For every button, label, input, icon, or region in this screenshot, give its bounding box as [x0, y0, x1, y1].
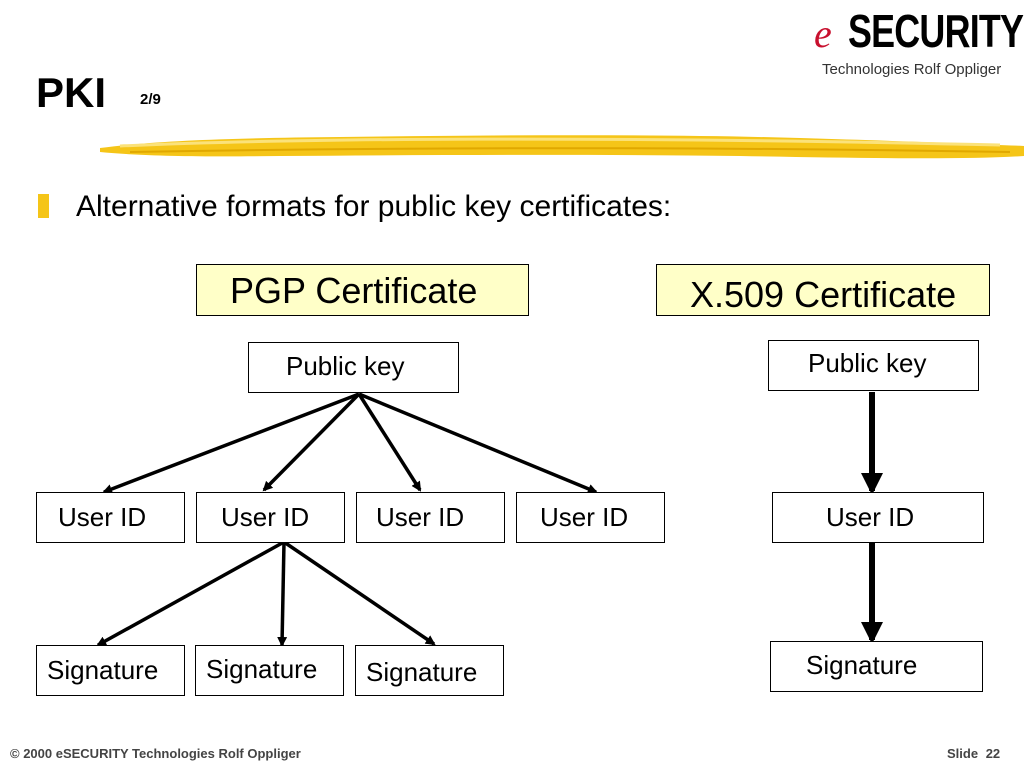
pgp-user-id-box-3	[356, 492, 505, 543]
x509-user-id-box	[772, 492, 984, 543]
logo-wordmark: SECURITY	[848, 5, 1024, 57]
slide-title: PKI	[36, 69, 107, 116]
x509-user-id-label: User ID	[826, 502, 915, 532]
pgp-signature-label: Signature	[206, 654, 318, 684]
x509-certificate-label: X.509 Certificate	[690, 274, 957, 315]
footer-copyright: © 2000 eSECURITY Technologies Rolf Oppliger	[10, 746, 301, 761]
logo-subtitle: Technologies Rolf Oppliger	[822, 61, 1002, 78]
pgp-certificate-label: PGP Certificate	[230, 270, 478, 311]
pgp-signature-box-2	[195, 645, 344, 696]
footer-slide-label: Slide	[947, 746, 979, 761]
arrow-pubkey-to-userid-2	[264, 394, 359, 490]
bullet-text: Alternative formats for public key certificates:	[76, 190, 672, 223]
arrow-userid-to-signature-2	[282, 542, 284, 645]
arrow-userid-to-signature-3	[284, 542, 434, 644]
x509-certificate-header	[656, 264, 990, 316]
pgp-user-id-box-2	[196, 492, 345, 543]
arrow-userid-to-signature-1	[98, 542, 284, 645]
x509-signature-box	[770, 641, 983, 692]
pgp-signature-box-1	[36, 645, 185, 696]
pgp-public-key-box	[248, 342, 459, 393]
pgp-certificate-header	[196, 264, 529, 316]
pgp-user-id-label: User ID	[221, 502, 310, 532]
pgp-user-id-label: User ID	[540, 502, 629, 532]
arrow-pubkey-to-userid-4	[359, 394, 596, 492]
pgp-public-key-label: Public key	[286, 351, 405, 381]
x509-public-key-label: Public key	[808, 348, 927, 378]
pgp-signature-label: Signature	[47, 655, 159, 685]
pgp-user-id-box-1	[36, 492, 185, 543]
x509-signature-label: Signature	[806, 650, 918, 680]
pgp-user-id-label: User ID	[58, 502, 147, 532]
pgp-signature-box-3	[355, 645, 504, 696]
pgp-user-id-box-4	[516, 492, 665, 543]
pgp-user-id-label: User ID	[376, 502, 465, 532]
logo-e: e	[814, 11, 832, 56]
slide-title-counter: 2/9	[140, 91, 161, 108]
footer-slide-number	[947, 746, 1000, 761]
arrow-pubkey-to-userid-1	[104, 394, 359, 492]
footer-slide-value: 22	[985, 746, 1001, 761]
x509-public-key-box	[768, 340, 979, 391]
pgp-signature-label: Signature	[366, 657, 478, 687]
